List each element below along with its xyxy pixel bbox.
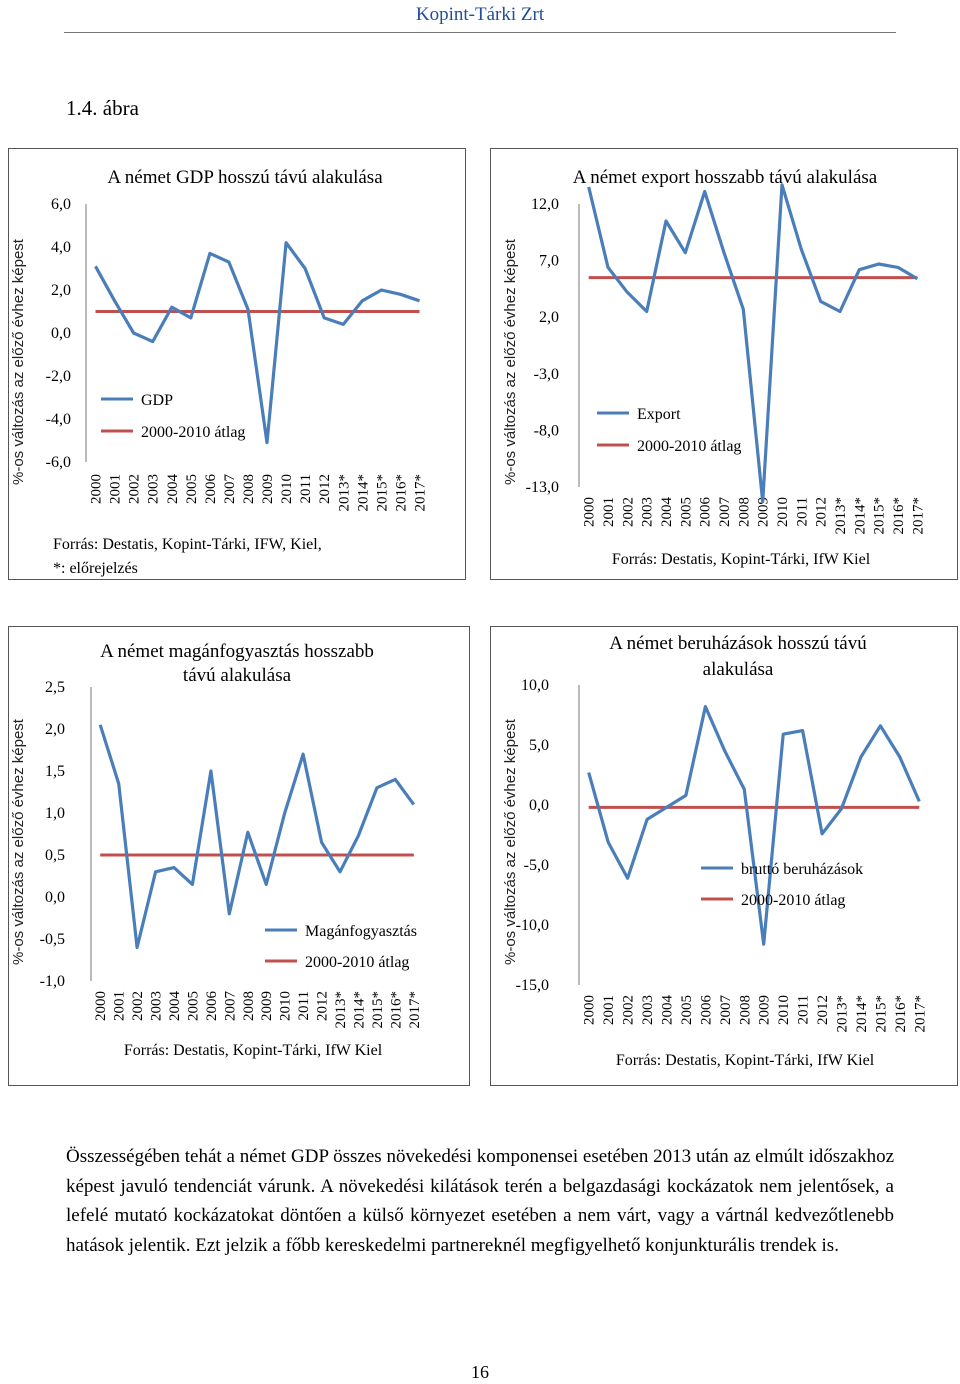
investment-chart-panel <box>490 626 958 1086</box>
header-rule <box>64 32 896 33</box>
gdp-chart-y-axis-title: %-os változás az előző évhez képest <box>10 239 27 485</box>
x-tick-label: 2000 <box>581 497 598 527</box>
x-tick-label: 2001 <box>601 995 618 1025</box>
x-tick-label: 2000 <box>88 474 105 504</box>
gdp-chart-panel <box>8 148 466 580</box>
y-tick-label: 2,0 <box>539 309 559 327</box>
x-tick-label: 2001 <box>111 991 128 1021</box>
x-tick-label: 2012 <box>813 497 830 527</box>
x-tick-label: 2010 <box>776 995 793 1025</box>
y-tick-label: -5,0 <box>523 857 549 874</box>
gdp-chart <box>9 149 465 579</box>
legend-average-label: 2000-2010 átlag <box>305 954 410 971</box>
x-tick-label: 2004 <box>659 497 675 527</box>
y-tick-label: -13,0 <box>525 479 559 496</box>
investment-chart <box>491 627 957 1085</box>
chart-source-note: Forrás: Destatis, Kopint-Tárki, IfW Kiel <box>611 551 871 568</box>
consumption-chart <box>9 627 469 1085</box>
y-tick-label: 0,0 <box>45 889 65 906</box>
x-tick-label: 2016* <box>891 497 907 535</box>
x-tick-label: 2007 <box>221 474 238 504</box>
x-tick-label: 2011 <box>795 995 812 1025</box>
x-tick-label: 2000 <box>581 995 598 1025</box>
x-tick-label: 2006 <box>697 497 714 527</box>
x-tick-label: 2007 <box>717 995 734 1025</box>
y-tick-label: -2,0 <box>45 368 71 385</box>
chart-title: távú alakulása <box>182 665 292 686</box>
x-tick-label: 2017* <box>406 991 423 1029</box>
chart-source-note: Forrás: Destatis, Kopint-Tárki, IfW Kiel <box>123 1042 383 1059</box>
y-tick-label: 7,0 <box>539 252 559 270</box>
y-tick-label: 5,0 <box>529 737 549 754</box>
y-tick-label: -8,0 <box>533 422 559 440</box>
x-tick-label: 2017* <box>412 474 429 512</box>
x-tick-label: 2008 <box>736 497 753 527</box>
x-tick-label: 2011 <box>298 474 315 504</box>
x-tick-label: 2016* <box>393 474 410 512</box>
x-tick-label: 2005 <box>678 995 695 1025</box>
page-number: 16 <box>471 1362 489 1382</box>
y-tick-label: -4,0 <box>45 411 71 428</box>
legend-series-label: GDP <box>141 392 174 409</box>
legend-series-label: Magánfogyasztás <box>305 923 417 940</box>
y-tick-label: 10,0 <box>521 677 549 694</box>
x-tick-label: 2011 <box>296 991 313 1021</box>
x-tick-label: 2004 <box>167 991 183 1021</box>
y-tick-label: -6,0 <box>45 454 71 471</box>
body-paragraph: Összességében tehát a német GDP összes növekedési komponensei esetében 2013 után az elmúlt időszakhoz képest javuló tendenciát várunk. A növekedési kilátások terén a belgazdasági kockázatok nem jelentősek, a lefelé mutató kockázatokat döntően a külső környezet esetében a nem várt, vagy a vártnál kedvezőtlenebb hatások jelentik. Ezt jelzik a főbb kereskedelmi partnereknél megfigyelhető konjunkturális trendek is. <box>66 1146 894 1256</box>
x-tick-label: 2010 <box>277 991 294 1021</box>
x-tick-label: 2014* <box>355 474 372 512</box>
legend-average-label: 2000-2010 átlag <box>637 438 742 455</box>
x-tick-label: 2008 <box>737 995 754 1025</box>
export-chart-y-axis-title: %-os változás az előző évhez képest <box>502 239 519 485</box>
x-tick-label: 2012 <box>815 995 832 1025</box>
x-tick-label: 2013* <box>333 991 349 1029</box>
y-tick-label: 0,0 <box>529 797 549 814</box>
x-tick-label: 2001 <box>107 474 124 504</box>
x-tick-label: 2002 <box>620 995 637 1025</box>
chart-title: A német export hosszabb távú alakulása <box>572 167 878 188</box>
chart-source-note: *: előrejelzés <box>53 560 138 577</box>
x-tick-label: 2007 <box>717 497 733 527</box>
x-tick-label: 2009 <box>755 497 772 527</box>
y-tick-label: 0,5 <box>45 847 65 864</box>
x-tick-label: 2009 <box>756 995 773 1025</box>
y-tick-label: -1,0 <box>39 973 65 990</box>
chart-title: alakulása <box>702 659 774 680</box>
y-tick-label: -0,5 <box>39 931 65 948</box>
y-tick-label: 1,0 <box>45 805 65 822</box>
chart-source-note: Forrás: Destatis, Kopint-Tárki, IFW, Kiel, <box>53 536 322 553</box>
x-tick-label: 2002 <box>126 474 143 504</box>
x-tick-label: 2003 <box>639 497 656 527</box>
x-tick-label: 2000 <box>93 991 110 1021</box>
x-tick-label: 2002 <box>130 991 147 1021</box>
x-tick-label: 2017* <box>912 995 929 1033</box>
chart-source-note: Forrás: Destatis, Kopint-Tárki, IfW Kiel <box>615 1052 875 1069</box>
y-tick-label: 2,0 <box>45 721 65 738</box>
export-chart-panel <box>490 148 958 580</box>
x-tick-label: 2003 <box>145 474 162 504</box>
x-tick-label: 2006 <box>698 995 715 1025</box>
y-tick-label: 2,0 <box>51 282 71 299</box>
x-tick-label: 2005 <box>185 991 202 1021</box>
investment-chart-y-axis-title: %-os változás az előző évhez képest <box>502 719 519 965</box>
x-tick-label: 2015* <box>374 474 391 512</box>
series-line <box>96 243 420 443</box>
x-tick-label: 2002 <box>620 497 637 527</box>
x-tick-label: 2016* <box>892 995 909 1033</box>
chart-title: A német magánfogyasztás hosszabb <box>100 641 374 662</box>
x-tick-label: 2010 <box>279 474 296 504</box>
x-tick-label: 2003 <box>148 991 165 1021</box>
export-chart <box>491 149 957 579</box>
x-tick-label: 2009 <box>260 474 277 504</box>
x-tick-label: 2015* <box>871 497 888 535</box>
x-tick-label: 2013* <box>834 995 851 1033</box>
x-tick-label: 2017* <box>910 497 927 535</box>
x-tick-label: 2009 <box>259 991 276 1021</box>
y-tick-label: 1,5 <box>45 763 65 780</box>
legend-series-label: Export <box>637 406 681 423</box>
x-tick-label: 2012 <box>314 991 331 1021</box>
legend-series-label: bruttó beruházások <box>741 861 864 878</box>
x-tick-label: 2015* <box>369 991 386 1029</box>
x-tick-label: 2010 <box>775 497 791 527</box>
x-tick-label: 2005 <box>183 474 200 504</box>
chart-title: A német GDP hosszú távú alakulása <box>107 167 383 188</box>
x-tick-label: 2011 <box>794 497 811 527</box>
x-tick-label: 2014* <box>853 995 870 1033</box>
x-tick-label: 2006 <box>203 991 220 1021</box>
x-tick-label: 2014* <box>852 497 869 535</box>
y-tick-label: 4,0 <box>51 239 71 256</box>
x-tick-label: 2014* <box>351 991 368 1029</box>
series-line <box>100 725 414 948</box>
x-tick-label: 2006 <box>202 474 219 504</box>
consumption-chart-panel <box>8 626 470 1086</box>
x-tick-label: 2008 <box>240 474 257 504</box>
x-tick-label: 2005 <box>678 497 695 527</box>
x-tick-label: 2015* <box>873 995 890 1033</box>
consumption-chart-y-axis-title: %-os változás az előző évhez képest <box>10 719 27 965</box>
figure-label: 1.4. ábra <box>66 96 139 120</box>
x-tick-label: 2003 <box>640 995 657 1025</box>
x-tick-label: 2013* <box>833 497 849 535</box>
legend-average-label: 2000-2010 átlag <box>741 892 846 909</box>
y-tick-label: -15,0 <box>515 977 549 994</box>
x-tick-label: 2004 <box>164 474 181 504</box>
document-header-title: Kopint-Tárki Zrt <box>415 4 545 25</box>
x-tick-label: 2007 <box>222 991 239 1021</box>
x-tick-label: 2012 <box>317 474 334 504</box>
y-tick-label: -3,0 <box>533 365 559 383</box>
y-tick-label: 12,0 <box>531 196 559 213</box>
y-tick-label: 2,5 <box>45 679 65 696</box>
x-tick-label: 2008 <box>240 991 257 1021</box>
x-tick-label: 2016* <box>388 991 405 1029</box>
y-tick-label: -10,0 <box>515 917 549 934</box>
x-tick-label: 2004 <box>659 995 676 1025</box>
x-tick-label: 2001 <box>601 497 617 527</box>
x-tick-label: 2013* <box>336 474 353 512</box>
legend-average-label: 2000-2010 átlag <box>141 424 246 441</box>
y-tick-label: 0,0 <box>51 325 71 342</box>
chart-title: A német beruházások hosszú távú <box>609 633 867 654</box>
y-tick-label: 6,0 <box>51 196 71 213</box>
